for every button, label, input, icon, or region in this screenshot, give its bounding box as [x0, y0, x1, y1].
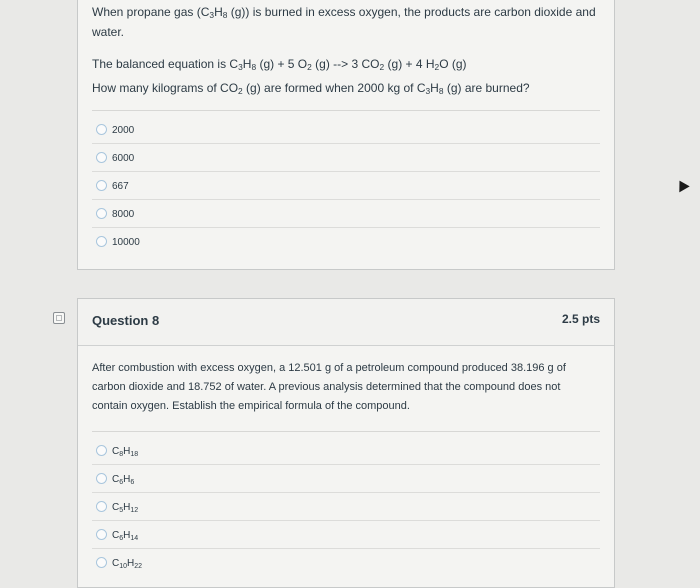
answer-label: $C_6H_6$: [112, 474, 135, 486]
answer-label: 667: [112, 181, 129, 192]
divider: [92, 199, 600, 200]
question-7-intro: When propane gas ($C_3H_8$ (g)) is burned in excess oxygen, the products are carbon dioxide and water.: [92, 5, 596, 39]
radio-button[interactable]: [96, 473, 107, 484]
radio-button[interactable]: [96, 529, 107, 540]
question-7-prompt: How many kilograms of $CO_2$ (g) are formed when 2000 kg of $C_3H_8$ (g) are burned?: [92, 81, 530, 96]
radio-button[interactable]: [96, 501, 107, 512]
answer-option[interactable]: [92, 174, 600, 200]
question-points: 2.5 pts: [561, 312, 600, 326]
answer-option[interactable]: [92, 146, 600, 172]
question-8-card: [77, 298, 615, 588]
answer-label: $C_{10}H_{22}$: [112, 558, 143, 570]
divider: [92, 520, 600, 521]
question-title: Question 8: [92, 313, 160, 328]
flag-question-icon[interactable]: [53, 312, 65, 324]
radio-button[interactable]: [96, 236, 107, 247]
answer-option[interactable]: [92, 467, 600, 493]
answer-option[interactable]: [92, 439, 600, 465]
answer-label: $C_6H_{14}$: [112, 530, 139, 542]
divider: [92, 492, 600, 493]
divider: [92, 227, 600, 228]
divider: [92, 431, 600, 432]
answer-option[interactable]: [92, 202, 600, 228]
question-7-equation: The balanced equation is $C_3H_8$ (g) + 5 $O_2$ (g) --> 3 $CO_2$ (g) + 4 $H_2O$ (g): [92, 57, 467, 72]
divider: [92, 548, 600, 549]
radio-button[interactable]: [96, 557, 107, 568]
question-header: [78, 299, 614, 346]
answer-option[interactable]: [92, 551, 600, 577]
radio-button[interactable]: [96, 208, 107, 219]
question-8-body: After combustion with excess oxygen, a 12.501 g of a petroleum compound produced 38.196 g of carbon dioxide and 18.752 of water. A previous analysis determined that the compound does not contain oxygen. Establish the empirical formula of the compound.: [92, 362, 566, 412]
mouse-cursor-icon: [674, 178, 689, 193]
answer-label: 10000: [112, 237, 140, 248]
question-7-card: [77, 0, 615, 270]
radio-button[interactable]: [96, 152, 107, 163]
radio-button[interactable]: [96, 180, 107, 191]
divider: [92, 171, 600, 172]
answer-label: $C_8H_{18}$: [112, 446, 139, 458]
answer-label: 2000: [112, 125, 135, 136]
answer-label: $C_5H_{12}$: [112, 502, 139, 514]
answer-option[interactable]: [92, 495, 600, 521]
answer-label: 6000: [112, 153, 135, 164]
answer-option[interactable]: [92, 230, 600, 256]
radio-button[interactable]: [96, 445, 107, 456]
answer-option[interactable]: [92, 523, 600, 549]
radio-button[interactable]: [96, 124, 107, 135]
divider: [92, 110, 600, 111]
divider: [92, 464, 600, 465]
divider: [92, 143, 600, 144]
answer-label: 8000: [112, 209, 135, 220]
answer-option[interactable]: [92, 118, 600, 144]
